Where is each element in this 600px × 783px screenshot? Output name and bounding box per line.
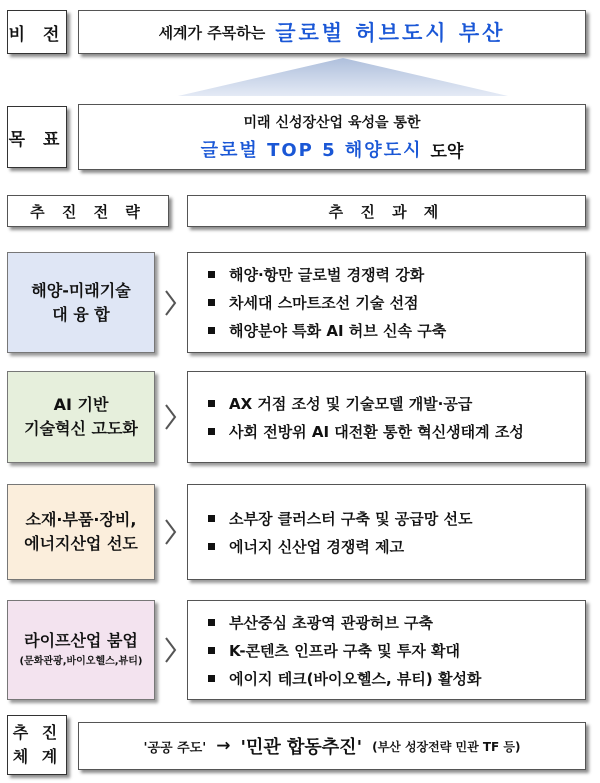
tasks-box: [187, 371, 586, 463]
vision-text-prefix: 세계가 주목하는: [158, 23, 266, 42]
chevron-right-icon: [163, 635, 179, 665]
goal-box: [78, 104, 586, 170]
strategy-box: [7, 600, 155, 700]
strategy-subtitle: 대 융 합: [52, 304, 110, 324]
tasks-box: [187, 252, 586, 353]
system-label-line2: 체 계: [12, 747, 62, 766]
system-from: '공공 주도': [143, 740, 207, 756]
vision-label-text: 비 전: [8, 24, 66, 45]
tasks-box: [187, 484, 586, 580]
task-text: 해양·항만 글로벌 경쟁력 강화: [229, 266, 425, 284]
system-arrow: →: [216, 736, 231, 756]
up-arrow-icon: [178, 58, 508, 96]
system-box: [78, 722, 586, 770]
system-to: '민관 합동추진': [240, 737, 363, 758]
vision-label: [7, 10, 67, 54]
task-text: 소부장 클러스터 구축 및 공급망 선도: [229, 509, 473, 528]
strategy-subtitle: 기술혁신 고도화: [24, 419, 138, 438]
bullet-square-icon: [208, 428, 215, 435]
task-item: [208, 417, 524, 445]
task-text: 차세대 스마트조선 기술 선점: [229, 294, 419, 312]
bullet-square-icon: [208, 647, 215, 654]
strategy-title: 해양-미래기술: [31, 280, 131, 300]
task-item: [208, 504, 472, 532]
goal-line2-suffix: 도약: [430, 141, 464, 162]
task-item: [208, 317, 446, 345]
task-text: K-콘텐츠 인프라 구축 및 투자 확대: [229, 641, 461, 660]
strategy-header-text: 추 진 전 략: [30, 202, 146, 221]
bullet-square-icon: [208, 675, 215, 682]
goal-line2-emphasis: 글로벌 TOP 5 해양도시: [200, 140, 423, 161]
chevron-right-icon: [163, 402, 179, 432]
goal-label-text: 목 표: [8, 129, 66, 150]
strategy-title: AI 기반: [53, 395, 109, 414]
bullet-square-icon: [208, 327, 215, 334]
vision-box: [78, 10, 586, 54]
task-item: [208, 636, 481, 664]
task-text: 해양분야 특화 AI 허브 신속 구축: [229, 322, 447, 340]
task-list: [208, 389, 524, 445]
task-text: 에이지 테크(바이오헬스, 뷰티) 활성화: [229, 669, 482, 688]
task-list: [208, 608, 481, 692]
strategy-box: [7, 252, 155, 353]
task-text: AX 거점 조성 및 기술모델 개발·공급: [229, 394, 473, 413]
strategy-box: [7, 484, 155, 580]
system-note: (부산 성장전략 민관 TF 등): [372, 739, 521, 754]
bullet-square-icon: [208, 299, 215, 306]
goal-label: [7, 106, 67, 168]
tasks-box: [187, 600, 586, 700]
task-item: [208, 532, 472, 560]
bullet-square-icon: [208, 619, 215, 626]
task-list: [208, 261, 446, 345]
tasks-header-text: 추 진 과 제: [328, 202, 445, 221]
strategy-title: 소재·부품·장비,: [25, 510, 137, 529]
bullet-square-icon: [208, 515, 215, 522]
strategy-title: 라이프산업 붐업: [24, 631, 138, 650]
goal-line1: 미래 신성장산업 육성을 통한: [243, 115, 421, 131]
task-item: [208, 389, 524, 417]
chevron-right-icon: [163, 517, 179, 547]
task-item: [208, 608, 481, 636]
goal-line2: [201, 136, 464, 162]
task-item: [208, 261, 446, 289]
task-text: 에너지 신산업 경쟁력 제고: [229, 537, 405, 556]
strategy-subtitle: 에너지산업 선도: [24, 534, 138, 553]
strategy-subtitle: (문화관광,바이오헬스,뷰티): [19, 656, 143, 667]
system-label-line1: 추 진: [12, 723, 62, 742]
task-text: 사회 전방위 AI 대전환 통한 혁신생태계 조성: [229, 422, 524, 441]
chevron-right-icon: [163, 288, 179, 318]
bullet-square-icon: [208, 543, 215, 550]
task-text: 부산중심 초광역 관광허브 구축: [229, 613, 434, 632]
tasks-header: [187, 195, 586, 227]
strategy-box: [7, 371, 155, 463]
strategy-header: [7, 195, 169, 227]
task-item: [208, 289, 446, 317]
task-item: [208, 664, 481, 692]
task-list: [208, 504, 472, 560]
bullet-square-icon: [208, 271, 215, 278]
bullet-square-icon: [208, 400, 215, 407]
system-label: [7, 715, 67, 775]
vision-text-emphasis: 글로벌 허브도시 부산: [275, 21, 506, 45]
